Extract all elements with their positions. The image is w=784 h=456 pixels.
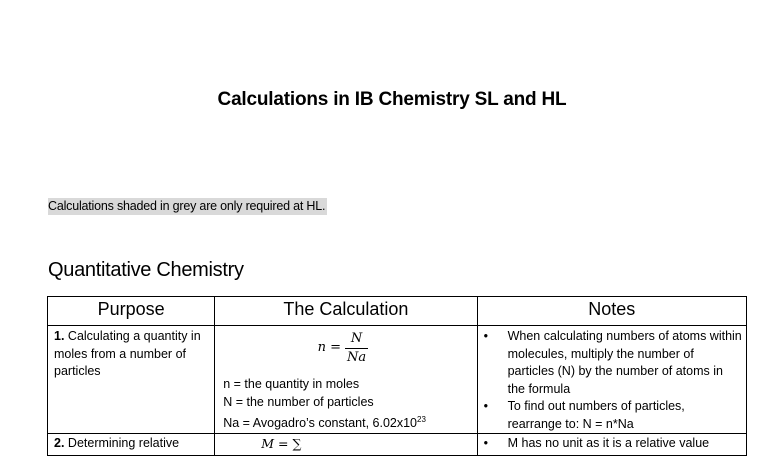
- moles-formula: [217, 326, 468, 370]
- definition-N: N = the number of particles: [223, 394, 374, 409]
- header-notes: Notes: [477, 297, 746, 326]
- header-calculation: The Calculation: [215, 297, 477, 326]
- formula-numerator: N: [350, 331, 363, 346]
- hl-shading-note: Calculations shaded in grey are only required at HL.: [48, 199, 326, 213]
- note-text: M has no unit as it is a relative value: [507, 436, 710, 450]
- list-item: [478, 328, 742, 398]
- header-purpose: Purpose: [48, 297, 215, 326]
- definition-Na-text: Na = Avogadro’s constant, 6.02x10: [223, 416, 418, 431]
- calc-partial: M = ∑: [261, 436, 302, 451]
- purpose-number: 1.: [54, 329, 65, 343]
- purpose-cell: [48, 434, 215, 456]
- list-item: [478, 398, 742, 433]
- bullet-icon: •: [483, 399, 488, 413]
- formula-fraction: [345, 330, 368, 366]
- table-row: [48, 434, 747, 456]
- calculation-cell: [215, 326, 477, 434]
- formula-lhs: n =: [317, 340, 342, 356]
- notes-list: [478, 435, 742, 453]
- avogadro-exponent: 23: [417, 415, 426, 424]
- calculations-table: [47, 296, 747, 456]
- table-header-row: [48, 297, 747, 326]
- note-text: When calculating numbers of atoms within molecules, multiply the number of particles (N) by the number of atoms in the formula: [507, 329, 742, 396]
- table-row: [48, 326, 747, 434]
- bullet-icon: •: [483, 436, 488, 450]
- purpose-number: 2.: [54, 436, 65, 450]
- calculation-cell: [215, 434, 477, 456]
- bullet-icon: •: [483, 329, 488, 343]
- document-title: Calculations in IB Chemistry SL and HL: [217, 89, 567, 110]
- note-text: To find out numbers of particles, rearrange to: N = n*Na: [507, 399, 685, 431]
- notes-list: [478, 328, 742, 433]
- section-heading: Quantitative Chemistry: [48, 259, 244, 281]
- notes-cell: [477, 434, 746, 456]
- purpose-text: Determining relative: [67, 436, 180, 450]
- purpose-text: Calculating a quantity in moles from a number of particles: [54, 329, 201, 378]
- formula-denominator: Na: [347, 349, 367, 365]
- notes-cell: [477, 326, 746, 434]
- formula-definitions: [223, 376, 468, 433]
- definition-Na: [223, 411, 468, 433]
- purpose-cell: [48, 326, 215, 434]
- list-item: [478, 435, 742, 453]
- definition-n: n = the quantity in moles: [223, 377, 360, 391]
